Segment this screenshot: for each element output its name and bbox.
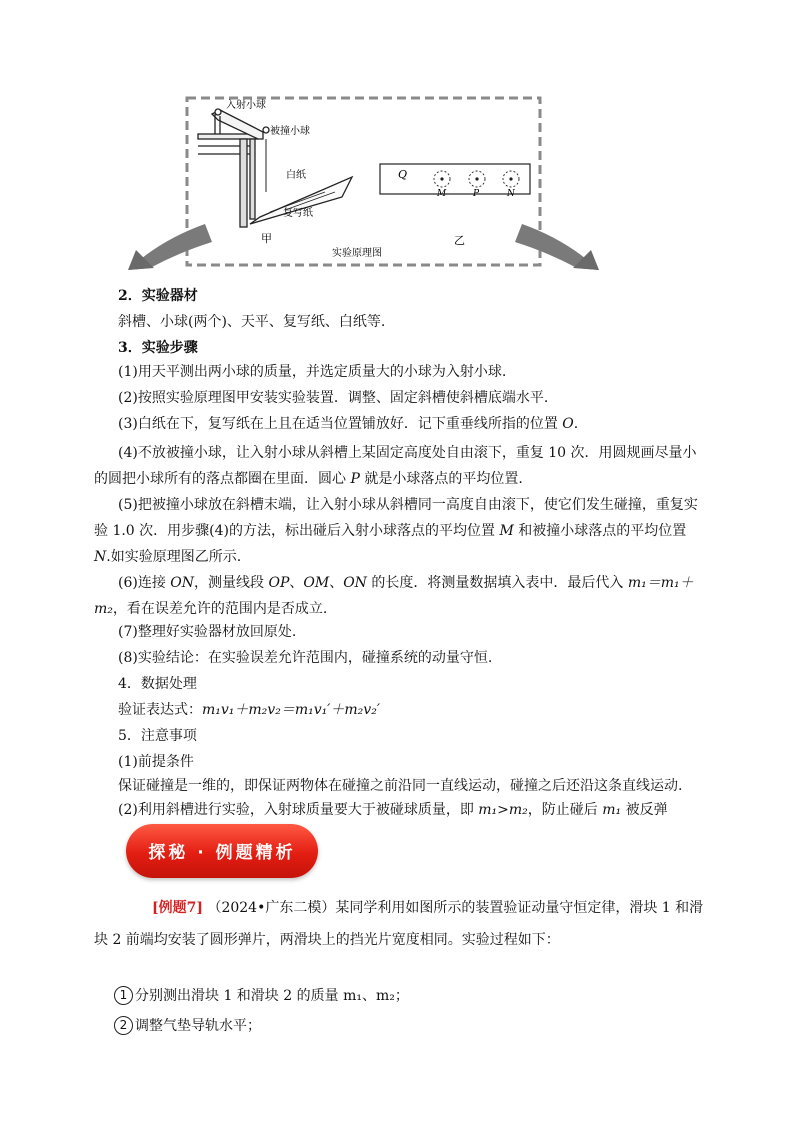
banner-label: 探秘 · 例题精析 bbox=[148, 843, 296, 863]
label-target-ball: 被撞小球 bbox=[270, 126, 310, 137]
label-incident-ball: 入射小球 bbox=[226, 100, 266, 111]
caption-jia: 甲 bbox=[261, 232, 272, 245]
label-white-paper: 白纸 bbox=[286, 170, 306, 181]
step-8: (8)实验结论：在实验误差允许范围内，碰撞系统的动量守恒. bbox=[118, 650, 493, 666]
section-banner bbox=[126, 824, 318, 878]
label-carbon-paper: 复写纸 bbox=[283, 208, 313, 219]
step-3: (3)白纸在下，复写纸在上且在适当位置铺放好．记下重垂线所指的位置 O. bbox=[118, 416, 579, 432]
section5-sub1: (1)前提条件 bbox=[118, 754, 194, 770]
step-1: (1)用天平测出两小球的质量，并选定质量大的小球为入射小球. bbox=[118, 364, 507, 380]
example-tag: [例题7] bbox=[152, 900, 203, 916]
experiment-diagram bbox=[120, 92, 600, 277]
section4-heading: 4．数据处理 bbox=[118, 676, 197, 692]
point-n-label: N bbox=[507, 189, 515, 199]
caption-yi: 乙 bbox=[454, 234, 465, 247]
section2-text: 斜槽、小球(两个)、天平、复写纸、白纸等. bbox=[118, 314, 386, 330]
section3-heading: 3．实验步骤 bbox=[118, 340, 198, 356]
step-5: (5)把被撞小球放在斜槽末端，让入射小球从斜槽同一高度自由滚下，使它们发生碰撞，重复实验 1.0 次．用步骤(4)的方法，标出碰后入射小球落点的平均位置 M 和被撞小球落点的平均位置 N.如实验原理图乙所示. bbox=[94, 497, 698, 565]
section5-heading: 5．注意事项 bbox=[118, 728, 197, 744]
step-2: (2)按照实验原理图甲安装实验装置．调整、固定斜槽使斜槽底端水平. bbox=[118, 390, 549, 406]
point-q-label: Q bbox=[398, 168, 408, 181]
step-4: (4)不放被撞小球，让入射小球从斜槽上某固定高度处自由滚下，重复 10 次．用圆规画尽量小的圆把小球所有的落点都圈在里面．圆心 P 就是小球落点的平均位置. bbox=[94, 445, 697, 487]
step-6: (6)连接 ON，测量线段 OP、OM、ON 的长度．将测量数据填入表中．最后代入 m₁＝m₁＋m₂，看在误差允许的范围内是否成立. bbox=[94, 575, 694, 617]
circled-number-2: 2 bbox=[114, 1016, 133, 1035]
section2-heading: 2．实验器材 bbox=[118, 288, 198, 304]
point-p-label: P bbox=[473, 189, 480, 199]
example-item-1: 1 分别测出滑块 1 和滑块 2 的质量 m₁、m₂； bbox=[114, 986, 726, 1006]
point-m-label: M bbox=[437, 189, 447, 199]
section5-sub1-text: 保证碰撞是一维的，即保证两物体在碰撞之前沿同一直线运动，碰撞之后还沿这条直线运动. bbox=[118, 778, 683, 794]
section4-formula: 验证表达式：m₁v₁＋m₂v₂＝m₁v₁′＋m₂v₂′ bbox=[118, 702, 380, 718]
example-item-2: 2 调整气垫导轨水平； bbox=[114, 1016, 726, 1036]
section5-sub2: (2)利用斜槽进行实验，入射球质量要大于被碰球质量，即 m₁>m₂，防止碰后 m₁ 被反弹 bbox=[118, 802, 668, 818]
caption-main: 实验原理图 bbox=[332, 248, 382, 259]
circled-number-1: 1 bbox=[114, 986, 133, 1005]
example-7: [例题7] （2024•广东二模）某同学利用如图所示的装置验证动量守恒定律，滑块 1 和滑块 2 前端均安装了圆形弹片，两滑块上的挡光片宽度相同。实验过程如下： bbox=[94, 900, 704, 948]
step-7: (7)整理好实验器材放回原处. bbox=[118, 624, 297, 640]
